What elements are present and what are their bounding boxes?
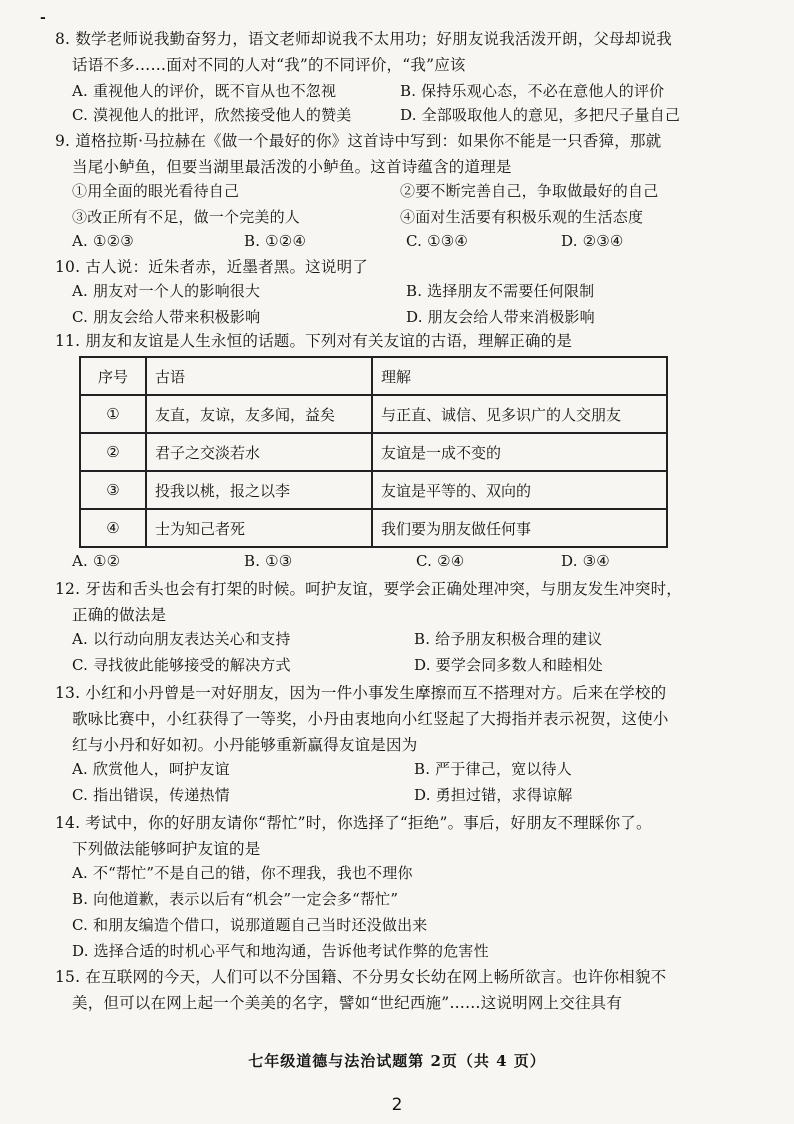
q9-option-b: B. ①②④	[244, 232, 307, 250]
q13-option-a: A. 欣赏他人，呵护友谊	[72, 760, 230, 778]
table-cell-proverb: 君子之交淡若水	[146, 433, 372, 471]
q14-option-d: D. 选择合适的时机心平气和地沟通，告诉他考试作弊的危害性	[72, 942, 489, 960]
q10-option-c: C. 朋友会给人带来积极影响	[72, 308, 261, 326]
q13-stem-line3: 红与小丹和好如初。小丹能够重新赢得友谊是因为	[72, 736, 418, 754]
q9-statement-2: ②要不断完善自己，争取做最好的自己	[400, 182, 659, 200]
q9-option-d: D. ②③④	[561, 232, 624, 250]
q9-stem-line1: 9. 道格拉斯·马拉赫在《做一个最好的你》这首诗中写到：如果你不能是一只香獐，那就	[55, 132, 662, 150]
q9-option-a: A. ①②③	[72, 232, 134, 250]
q12-option-b: B. 给予朋友积极合理的建议	[414, 630, 603, 648]
q12-option-c: C. 寻找彼此能够接受的解决方式	[72, 656, 291, 674]
q14-option-b: B. 向他道歉，表示以后有“机会”一定会多“帮忙”	[72, 890, 399, 908]
page-footer: 七年级道德与法治试题第 2页（共 4 页）	[248, 1052, 546, 1070]
q8-option-c: C. 漠视他人的批评，欣然接受他人的赞美	[72, 106, 352, 124]
table-cell-meaning: 友谊是平等的、双向的	[372, 471, 667, 509]
q8-stem-line2: 话语不多……面对不同的人对“我”的不同评价，“我”应该	[72, 56, 466, 74]
table-cell-index: ①	[80, 395, 146, 433]
table-cell-proverb: 投我以桃，报之以李	[146, 471, 372, 509]
table-header-proverb: 古语	[146, 357, 372, 395]
q11-stem: 11. 朋友和友谊是人生永恒的话题。下列对有关友谊的古语，理解正确的是	[55, 332, 573, 350]
q11-proverb-table	[79, 356, 668, 548]
table-row	[80, 471, 667, 509]
table-cell-index: ④	[80, 509, 146, 547]
q13-option-c: C. 指出错误，传递热情	[72, 786, 230, 804]
q13-option-b: B. 严于律己，宽以待人	[414, 760, 572, 778]
table-header-meaning: 理解	[372, 357, 667, 395]
table-row	[80, 509, 667, 547]
q10-stem: 10. 古人说：近朱者赤，近墨者黑。这说明了	[55, 258, 368, 276]
q10-option-a: A. 朋友对一个人的影响很大	[72, 282, 261, 300]
q10-option-b: B. 选择朋友不需要任何限制	[406, 282, 595, 300]
q14-stem-line2: 下列做法能够呵护友谊的是	[72, 840, 261, 858]
q8-option-b: B. 保持乐观心态，不必在意他人的评价	[400, 82, 665, 100]
q11-option-c: C. ②④	[416, 552, 465, 570]
q9-statement-4: ④面对生活要有积极乐观的生活态度	[400, 208, 644, 226]
q14-option-a: A. 不“帮忙”不是自己的错，你不理我，我也不理你	[72, 864, 413, 882]
q14-stem-line1: 14. 考试中，你的好朋友请你“帮忙”时，你选择了“拒绝”。事后，好朋友不理睬你了。	[55, 814, 652, 832]
q8-stem-line1: 8. 数学老师说我勤奋努力，语文老师却说我不太用功；好朋友说我活泼开朗，父母却说我	[55, 30, 672, 48]
q12-option-d: D. 要学会同多数人和睦相处	[414, 656, 603, 674]
q8-option-a: A. 重视他人的评价，既不盲从也不忽视	[72, 82, 337, 100]
page-number: 2	[391, 1095, 403, 1115]
table-cell-proverb: 士为知己者死	[146, 509, 372, 547]
q15-stem-line1: 15. 在互联网的今天，人们可以不分国籍、不分男女长幼在网上畅所欲言。也许你相貌不	[55, 968, 667, 986]
q9-stem-line2: 当尾小鲈鱼，但要当湖里最活泼的小鲈鱼。这首诗蕴含的道理是	[72, 158, 512, 176]
q15-stem-line2: 美，但可以在网上起一个美美的名字，譬如“世纪西施”……这说明网上交往具有	[72, 994, 623, 1012]
q10-option-d: D. 朋友会给人带来消极影响	[406, 308, 595, 326]
q9-statement-3: ③改正所有不足，做一个完美的人	[72, 208, 301, 226]
q11-option-a: A. ①②	[72, 552, 121, 570]
table-header-row	[80, 357, 667, 395]
corner-mark: -	[40, 10, 46, 26]
q13-stem-line2: 歌咏比赛中，小红获得了一等奖，小丹由衷地向小红竖起了大拇指并表示祝贺，这使小	[72, 710, 669, 728]
q13-option-d: D. 勇担过错，求得谅解	[414, 786, 573, 804]
q14-option-c: C. 和朋友编造个借口，说那道题自己当时还没做出来	[72, 916, 428, 934]
table-row	[80, 433, 667, 471]
q12-stem-line2: 正确的做法是	[72, 606, 167, 624]
table-cell-index: ③	[80, 471, 146, 509]
table-cell-meaning: 友谊是一成不变的	[372, 433, 667, 471]
q12-option-a: A. 以行动向朋友表达关心和支持	[72, 630, 291, 648]
table-cell-proverb: 友直，友谅，友多闻，益矣	[146, 395, 372, 433]
table-cell-meaning: 我们要为朋友做任何事	[372, 509, 667, 547]
q12-stem-line1: 12. 牙齿和舌头也会有打架的时候。呵护友谊，要学会正确处理冲突，与朋友发生冲突时，	[55, 580, 682, 598]
table-cell-meaning: 与正直、诚信、见多识广的人交朋友	[372, 395, 667, 433]
table-cell-index: ②	[80, 433, 146, 471]
q13-stem-line1: 13. 小红和小丹曾是一对好朋友，因为一件小事发生摩擦而互不搭理对方。后来在学校的	[55, 684, 667, 702]
q11-option-d: D. ③④	[561, 552, 610, 570]
q9-statement-1: ①用全面的眼光看待自己	[72, 182, 240, 200]
q9-option-c: C. ①③④	[406, 232, 469, 250]
q8-option-d: D. 全部吸取他人的意见，多把尺子量自己	[400, 106, 681, 124]
table-header-index: 序号	[80, 357, 146, 395]
q11-option-b: B. ①③	[244, 552, 293, 570]
table-row	[80, 395, 667, 433]
